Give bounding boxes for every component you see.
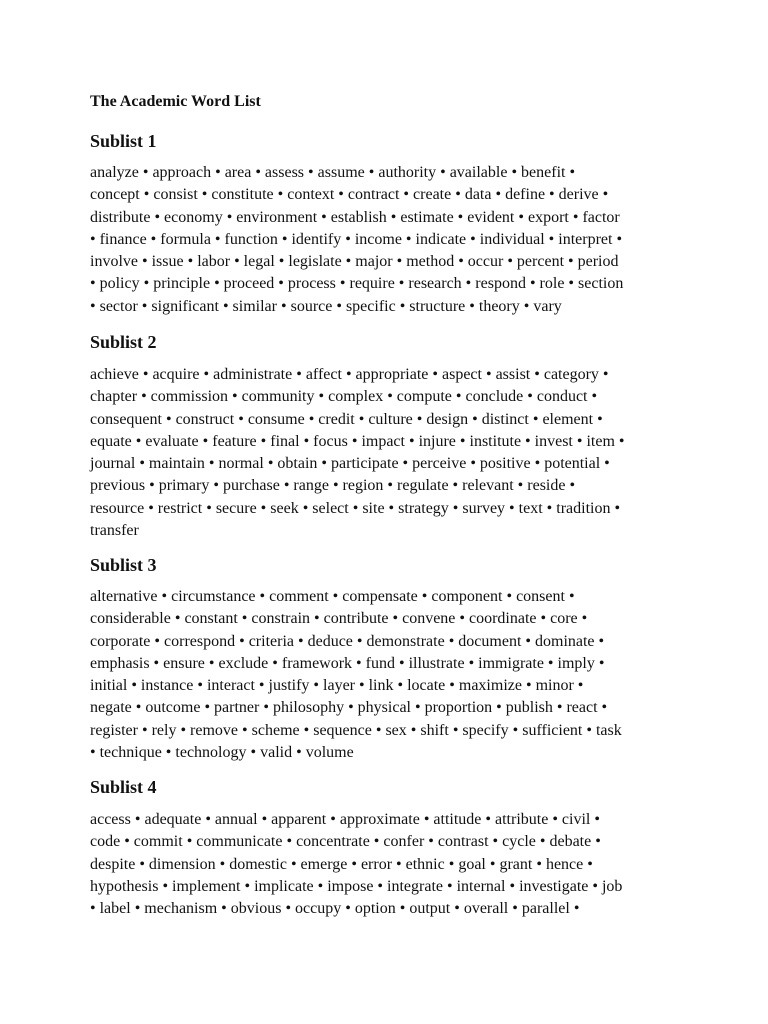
word-line: • technique • technology • valid • volume [90, 744, 354, 762]
document-title: The Academic Word List [90, 93, 261, 110]
word-line: corporate • correspond • criteria • deduce • demonstrate • document • dominate • [90, 632, 605, 650]
word-line: access • adequate • annual • apparent • approximate • attitude • attribute • civil • [90, 811, 600, 828]
word-line: emphasis • ensure • exclude • framework • fund • illustrate • immigrate • imply • [90, 654, 605, 672]
word-line: chapter • commission • community • complex • compute • conclude • conduct • [90, 388, 598, 406]
word-line: alternative • circumstance • comment • compensate • component • consent • [90, 588, 575, 605]
word-line: • policy • principle • proceed • process • require • research • respond • role • section [90, 275, 624, 293]
sublist-1-word-list [90, 162, 690, 318]
word-line: resource • restrict • secure • seek • select • site • strategy • survey • text • tradition • [90, 499, 621, 517]
sublist-2-word-list [90, 364, 690, 542]
word-line: initial • instance • interact • justify • layer • link • locate • maximize • minor • [90, 677, 584, 695]
word-line: negate • outcome • partner • philosophy • physical • proportion • publish • react • [90, 699, 608, 717]
word-line: concept • consist • constitute • context • contract • create • data • define • derive • [90, 186, 609, 204]
word-line: code • commit • communicate • concentrate • confer • contrast • cycle • debate • [90, 833, 601, 851]
sublist-4-heading: Sublist 4 [90, 777, 157, 797]
sublist-4-word-list [90, 809, 690, 920]
word-line: journal • maintain • normal • obtain • participate • perceive • positive • potential • [90, 455, 610, 473]
sublist-3-heading: Sublist 3 [90, 555, 157, 575]
word-line: distribute • economy • environment • establish • estimate • evident • export • factor [90, 208, 620, 226]
word-line: transfer [90, 522, 139, 540]
word-line: hypothesis • implement • implicate • impose • integrate • internal • investigate • job [90, 877, 623, 895]
word-line: involve • issue • labor • legal • legislate • major • method • occur • percent • period [90, 253, 619, 271]
word-line: • label • mechanism • obvious • occupy • option • output • overall • parallel • [90, 900, 580, 918]
word-line: analyze • approach • area • assess • assume • authority • available • benefit • [90, 164, 576, 181]
word-line: considerable • constant • constrain • contribute • convene • coordinate • core • [90, 610, 588, 628]
word-line: • finance • formula • function • identify • income • indicate • individual • interpret • [90, 230, 623, 248]
word-line: achieve • acquire • administrate • affect • appropriate • aspect • assist • category • [90, 366, 609, 383]
sublist-1-heading: Sublist 1 [90, 131, 157, 151]
word-line: • sector • significant • similar • source • specific • structure • theory • vary [90, 297, 562, 315]
word-line: equate • evaluate • feature • final • focus • impact • injure • institute • invest • item • [90, 432, 625, 450]
sublist-2-heading: Sublist 2 [90, 332, 157, 352]
sublist-3-word-list [90, 586, 690, 764]
word-line: register • rely • remove • scheme • sequence • sex • shift • specify • sufficient • task [90, 721, 622, 739]
word-line: consequent • construct • consume • credit • culture • design • distinct • element • [90, 410, 603, 428]
word-line: previous • primary • purchase • range • region • regulate • relevant • reside • [90, 477, 576, 495]
word-line: despite • dimension • domestic • emerge • error • ethnic • goal • grant • hence • [90, 855, 593, 873]
